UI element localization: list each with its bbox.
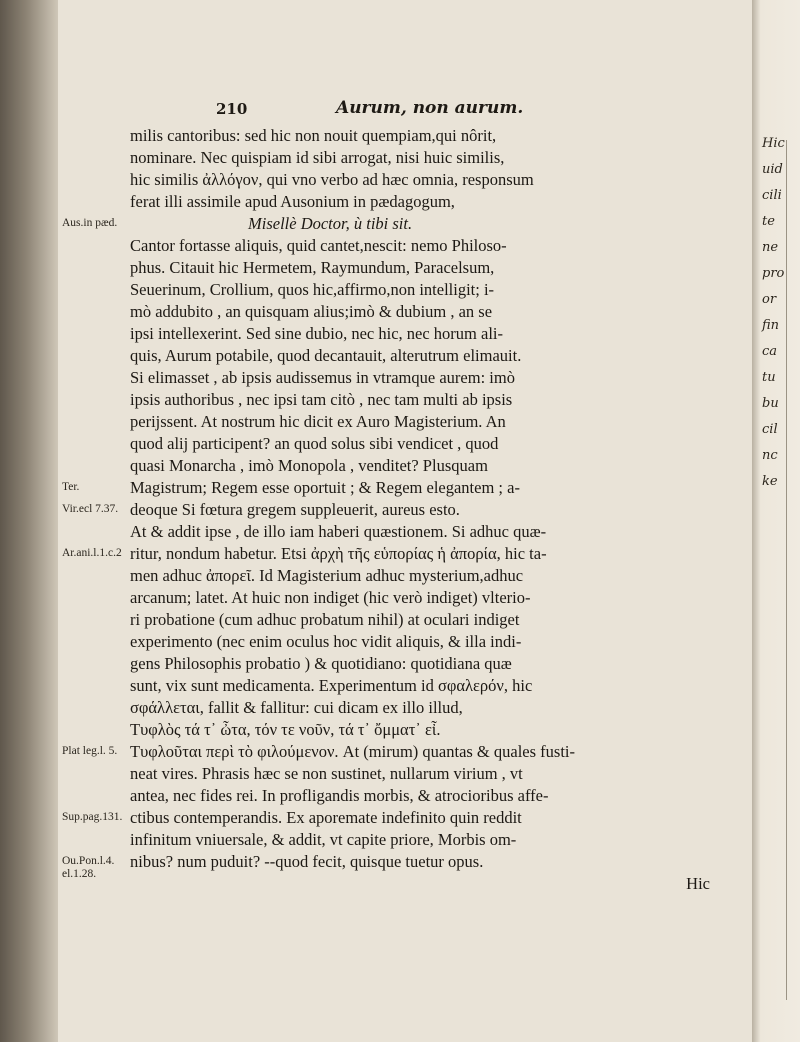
text-line: ritur, nondum habetur. Etsi ἀρχὴ τῆς εὑπορίας ἡ ἀπορία, hic ta- xyxy=(130,544,547,563)
margin-note: Ter. xyxy=(62,481,80,493)
text-line: Si elimasset , ab ipsis audissemus in vtramque aurem: imò xyxy=(130,368,515,387)
text-line: quasi Monarcha , imò Monopola , venditet? Plusquam xyxy=(130,456,488,475)
text-line: Cantor fortasse aliquis, quid cantet,nescit: nemo Philoso- xyxy=(130,236,507,255)
margin-note: Aus.in pæd. xyxy=(62,217,118,229)
text-line: ctibus contemperandis. Ex aporemate indefinito quin reddit xyxy=(130,808,522,827)
facing-page-fragment: bu xyxy=(762,396,779,411)
margin-note: Ou.Pon.l.4. xyxy=(62,855,115,867)
text-line: experimento (nec enim oculus hoc vidit aliquis, & illa indi- xyxy=(130,632,522,651)
facing-page-edge xyxy=(752,0,800,1042)
facing-page-fragment: pro xyxy=(762,266,785,281)
text-line: quod alij participent? an quod solus sibi vendicet , quod xyxy=(130,434,499,453)
margin-note: Vir.ecl 7.37. xyxy=(62,503,119,515)
text-line: quis, Aurum potabile, quod decantauit, alterutrum elimauit. xyxy=(130,346,522,365)
facing-page-fragment: ke xyxy=(762,474,778,489)
facing-page-fragment: cili xyxy=(762,188,782,203)
facing-page-fragment: ne xyxy=(762,240,779,255)
facing-page-fragment: te xyxy=(762,214,775,229)
text-line: perijssent. At nostrum hic dicit ex Auro Magisterium. An xyxy=(130,412,506,431)
margin-note: Plat leg.l. 5. xyxy=(62,745,118,757)
facing-page-fragment: cil xyxy=(762,422,778,437)
text-line: gens Philosophis probatio ) & quotidiano: quotidiana quæ xyxy=(130,654,512,673)
text-line: men adhuc ἀπορεῖ. Id Magisterium adhuc mysterium,adhuc xyxy=(130,566,524,585)
text-line: ipsi intellexerint. Sed sine dubio, nec hic, nec horum ali- xyxy=(130,324,503,343)
text-line: phus. Citauit hic Hermetem, Raymundum, Paracelsum, xyxy=(130,258,495,277)
facing-page-fragment: Hic xyxy=(762,136,785,151)
text-line: Hic xyxy=(686,874,710,893)
text-line: Τυφλοῦται περὶ τὸ φιλούμενον. At (mirum) quantas & quales fusti- xyxy=(130,742,576,761)
page-edge-line xyxy=(786,140,787,1000)
facing-page-fragment: ca xyxy=(762,344,778,359)
text-line: ri probatione (cum adhuc probatum nihil) at oculari indiget xyxy=(130,610,520,629)
text-line: nibus? num puduit? --quod fecit, quisque tuetur opus. xyxy=(130,852,484,871)
text-line: At & addit ipse , de illo iam haberi quæstionem. Si adhuc quæ- xyxy=(130,522,547,541)
facing-page-fragment: or xyxy=(762,292,777,307)
text-line: ferat illi assimile apud Ausonium in pædagogum, xyxy=(130,192,455,211)
text-line: Seuerinum, Crollium, quos hic,affirmo,non intelligit; i- xyxy=(130,280,495,299)
facing-page-fragment: tu xyxy=(762,370,776,385)
text-line: neat vires. Phrasis hæc se non sustinet, nullarum virium , vt xyxy=(130,764,523,783)
text-line: Misellè Doctor, ù tibi sit. xyxy=(248,214,413,233)
text-line: ipsis authoribus , nec ipsi tam citò , nec tam multi ab ipsis xyxy=(130,390,513,409)
running-head: Aurum, non aurum. xyxy=(336,98,524,118)
text-line: mò addubito , an quisquam alius;imò & dubium , an se xyxy=(130,302,493,321)
text-line: hic similis ἀλλόγον, qui vno verbo ad hæc omnia, responsum xyxy=(130,170,534,189)
text-line: sunt, vix sunt medicamenta. Experimentum id σφαλερόν, hic xyxy=(130,676,533,695)
page-number: 210 xyxy=(216,100,248,118)
text-line: infinitum vniuersale, & addit, vt capite priore, Morbis om- xyxy=(130,830,517,849)
facing-page-fragment: nc xyxy=(762,448,778,463)
margin-notes xyxy=(0,0,125,1042)
text-line: antea, nec fides rei. In profligandis morbis, & atrocioribus affe- xyxy=(130,786,549,805)
margin-note: Sup.pag.131. xyxy=(62,811,123,823)
facing-page-fragment: uid xyxy=(762,162,783,177)
margin-note: Ar.ani.l.1.c.2 xyxy=(62,547,122,559)
text-line: σφάλλεται, fallit & fallitur: cui dicam ex illo illud, xyxy=(130,698,463,717)
text-line: nominare. Nec quispiam id sibi arrogat, nisi huic similis, xyxy=(130,148,505,167)
text-line: Magistrum; Regem esse oportuit ; & Regem elegantem ; a- xyxy=(130,478,520,497)
margin-note: el.1.28. xyxy=(62,868,97,881)
body-text xyxy=(130,125,730,895)
text-line: Τυφλὸς τά τ᾽ ὦτα, τόν τε νοῦν, τά τ᾽ ὄμματ᾽ εἶ. xyxy=(130,720,441,739)
facing-page-fragment: fin xyxy=(762,318,780,333)
text-line: milis cantoribus: sed hic non nouit quempiam,qui nôrit, xyxy=(130,126,497,145)
text-line: deoque Si fœtura gregem suppleuerit, aureus esto. xyxy=(130,500,460,519)
text-line: arcanum; latet. At huic non indiget (hic verò indiget) vlterio- xyxy=(130,588,531,607)
